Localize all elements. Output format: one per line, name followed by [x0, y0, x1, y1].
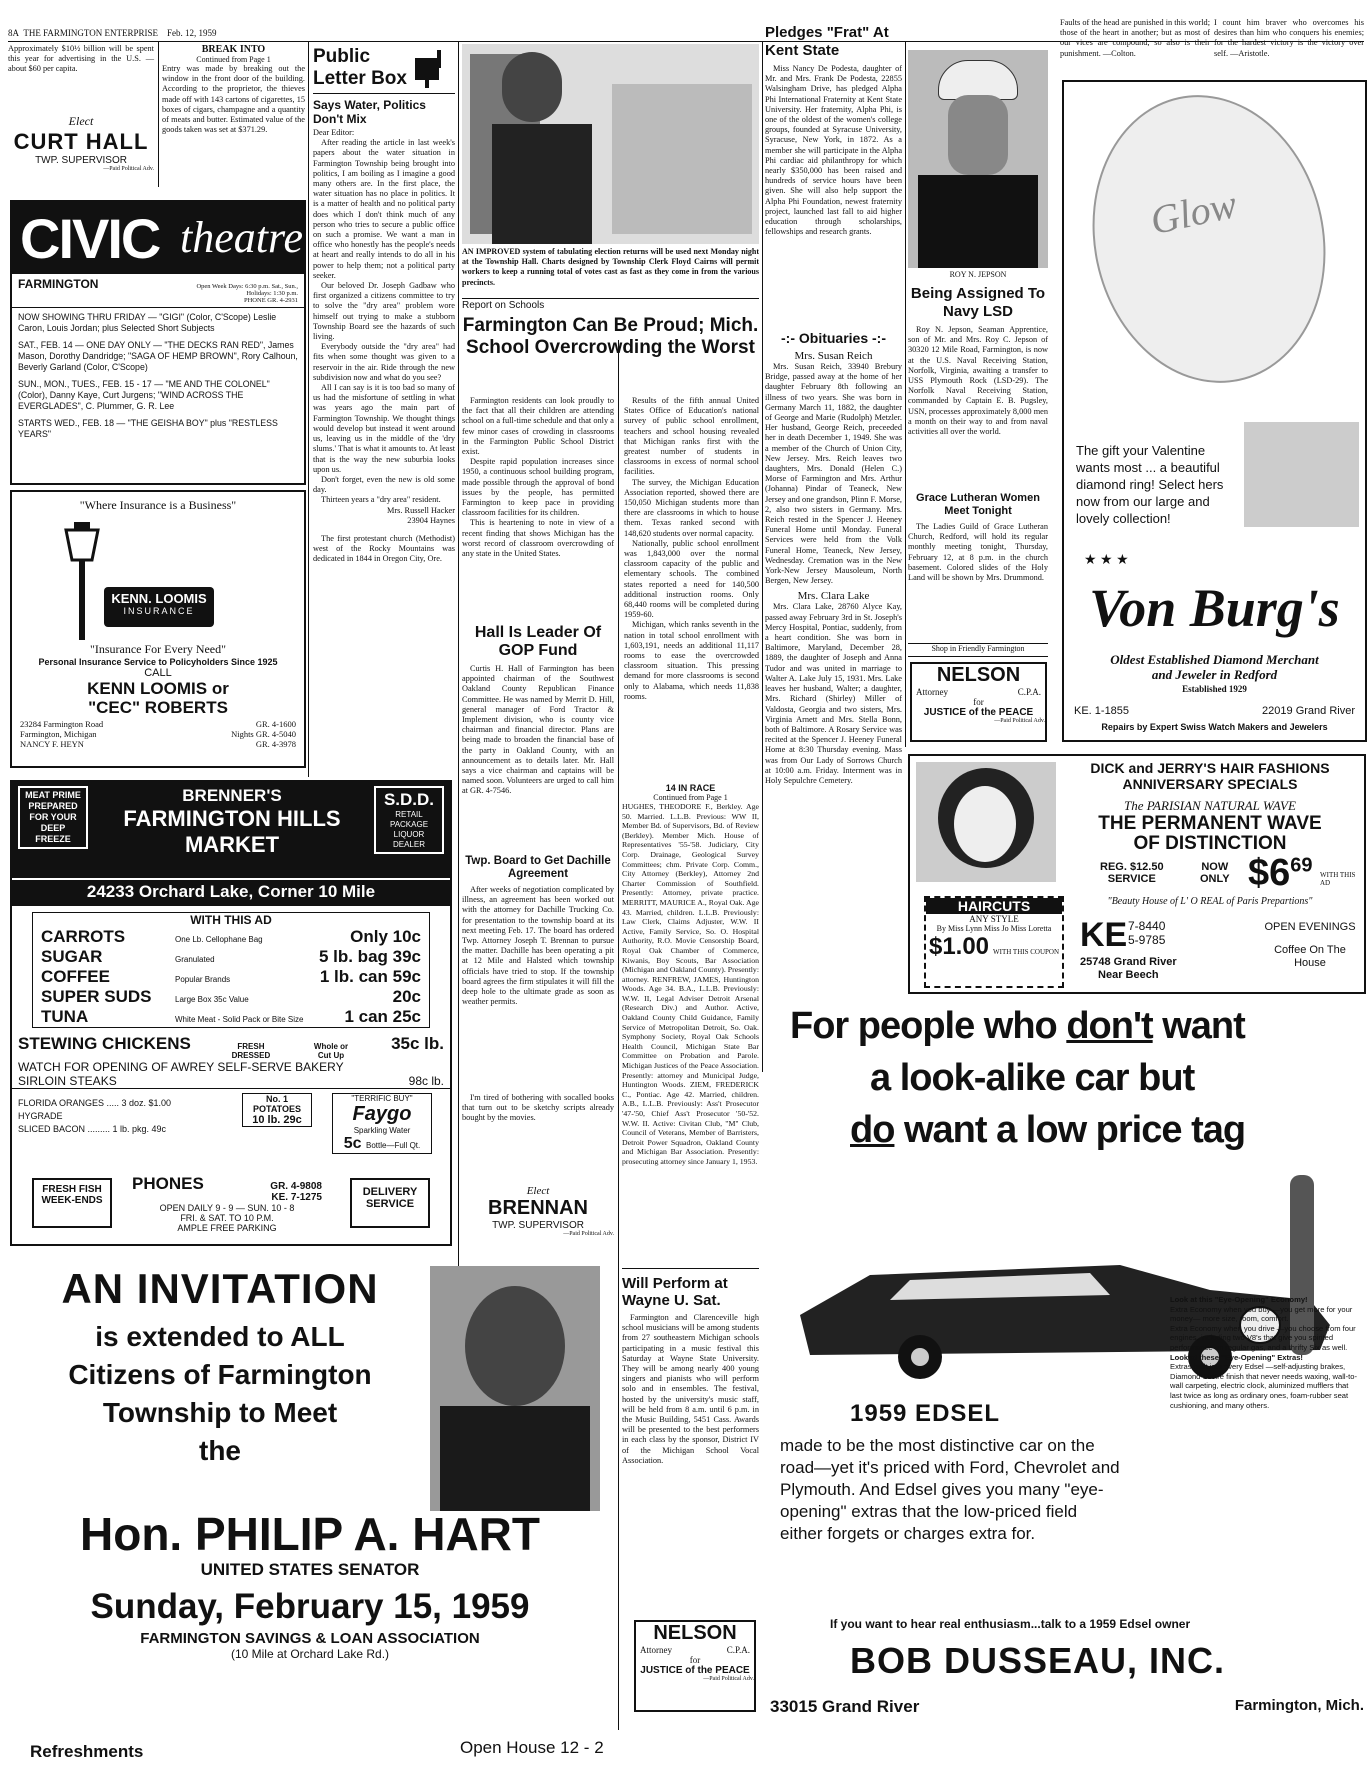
potatoes-grade: No. 1 — [265, 1094, 288, 1104]
continued-label: Continued from Page 1 — [653, 793, 728, 802]
headline-part: want a low price tag — [894, 1109, 1246, 1151]
photo-caption: ROY N. JEPSON — [949, 270, 1007, 279]
item-price: 5 lb. bag 39c — [318, 947, 421, 966]
store-line-2: and Jeweler in Redford — [1151, 667, 1278, 682]
fresh-label: FRESH DRESSED — [231, 1042, 271, 1060]
event-date: Sunday, February 15, 1959 — [90, 1587, 530, 1626]
race-body: HUGHES, THEODORE F., Berkley. Age 50. Married. L.L.B. Previous: WW II, Member Bd. of Supervisors, Bd. of Review (Berkley). Member Mich. House of Representatives '55-'58. Judiciary, City Corp. Drainage, Geological Survey Committees; chm. Private Corp. Comm., City Attorney (Berkley), Attorney 2nd Charter Commission of Southfield. Presently: Attorney, private practice. MERRITT, MAURICE A., Royal Oak. Age 43. Married, children. L.L.B. Previously: Law Clerk, Claims Adjuster, W.W. II Active, Family Service, So. O. Hospital Authority, R.O. Movie Censorship Board, Royal Oak Chamber of Commerce, Kiwanis, Boy Scouts, Bar Association (Michigan and Oakland County). Presently: attorney. RENFREW, JAMES, Huntington Woods. Age 34. B.A., L.L.B. Previously: W.W. II, Legal Adviser Detroit Arsenal (Research Div.) and Author. Active, Oakland County Child Guidance, Family Service of Metropolitan Detroit, So. Oak. Symphony Society, Royal Oak Schools Health Council, Michigan State Bar Committee on Probation and Parole. Michigan Justices of the Peace Association. Presently: attorney and Municipal Judge, Huntington Woods. ZIEM, FREDERICK C., Pontiac. Age 42. Married, children. A.B., L.L.B. Previously: Ass't Prosecutor '47-'50, Chief Ass't Prosecutor '50-'52. W.W. II. Active: Civitan Club, "M" Club, Council of Veterans, Member of Barristers, Detroit Power Squadron, Oakland County and Michigan Bar Association. Presently: prosecuting attorney since January 1, 1953. — [622, 802, 759, 1166]
invite-line-4: Township to Meet — [102, 1397, 338, 1428]
host-location: (10 Mile at Orchard Lake Rd.) — [230, 1647, 390, 1661]
curt-hall-ad — [8, 114, 154, 186]
market-phone: GR. 4-9808 — [270, 1181, 322, 1192]
school-story-col2 — [624, 396, 759, 781]
navy-headline: Being Assigned To Navy LSD — [910, 285, 1046, 320]
grace-headline: Grace Lutheran Women Meet Tonight — [916, 492, 1040, 517]
oranges-line: FLORIDA ORANGES ..... 3 doz. $1.00 — [18, 1098, 172, 1108]
salon-phone: 5-9785 — [1128, 933, 1166, 947]
story-paragraph: Farmington residents can look proudly to the fact that all their children are attending school on a full-time schedule and that only a few minor cases of crowding in classrooms in the Farmington Public School District exist. — [462, 396, 614, 457]
grace-story — [908, 492, 1048, 652]
market-item-row — [41, 927, 421, 947]
paid-adv: —Paid Political Adv. — [994, 718, 1045, 724]
hours-line: OPEN DAILY 9 - 9 — SUN. 10 - 8 — [159, 1203, 295, 1213]
bacon-line: SLICED BACON ......... 1 lb. pkg. 49c — [18, 1124, 167, 1134]
headline-emphasis: do — [850, 1109, 895, 1151]
honoree-name: Hon. PHILIP A. HART — [80, 1508, 540, 1560]
delivery-box: DELIVERY SERVICE — [350, 1178, 430, 1228]
letter-box — [313, 46, 455, 766]
story-paragraph: Nationally, public school enrollment was 1,843,000 over the normal classroom capacity of the public and elementary schools. The combined states reported a need for 140,500 additional instruction rooms. Only 68,440 rooms will be completed during 1959-60. — [624, 538, 759, 620]
quote-text: Faults of the head are punished in this world; those of the heart in another; but as most of our vices are compound, so also is their punishment. —Colton. — [1060, 18, 1210, 58]
market-banner — [12, 782, 450, 878]
perm-title-1: THE PERMANENT WAVE — [1098, 813, 1322, 834]
frat-headline: Pledges "Frat" At Kent State — [765, 24, 889, 59]
grace-body: The Ladies Guild of Grace Lutheran Church, Redford, will hold its regular monthly meeting tonight, Thursday, February 12, at 8 p.m. in the church basement. Colored slides of the Holy Land will be shown by Mrs. Drummond. — [908, 522, 1048, 583]
headline-part: For people who — [790, 1005, 1067, 1047]
mailbox-icon — [413, 48, 449, 88]
perm-title-2: OF DISTINCTION — [1133, 833, 1287, 854]
invite-line-2: is extended to ALL — [95, 1321, 345, 1352]
salutation: Dear Editor: — [313, 128, 355, 137]
wave-name: The PARISIAN NATURAL WAVE — [1124, 798, 1296, 813]
service-label: SERVICE — [1107, 873, 1156, 885]
item-price: 1 can 25c — [344, 1007, 421, 1026]
edsel-body: made to be the most distinctive car on the road—yet it's priced with Ford, Chevrolet and Plymouth. And Edsel gives you many "eye-opening" extras that the low-priced field either forgets or charges extra for. — [780, 1436, 1120, 1543]
hart-invitation-ad — [10, 1260, 610, 1785]
edsel-model: 1959 EDSEL — [850, 1400, 1001, 1427]
page-number: 8A — [8, 28, 19, 38]
listing: SUN., MON., TUES., FEB. 15 - 17 — "ME AND THE COLONEL" (Color), Danny Kaye, Curt Jurgens; "WIND ACROSS THE EVERGLADES", C. Plummer, G. R. Lee — [18, 379, 270, 411]
story-paragraph: Results of the fifth annual United States Office of Education's national survey of public school enrollment, teachers and school housing revealed that Michigan ranks first with the greatest number of students in classrooms in excess of normal school facilities. — [624, 396, 759, 477]
title-left: Attorney — [916, 687, 948, 697]
office-label: JUSTICE of the PEACE — [640, 1665, 750, 1676]
agent-name-1: KENN LOOMIS or — [87, 679, 229, 698]
shop-slogan: Shop in Friendly Farmington — [908, 643, 1048, 657]
extras-title: Look at this "Eye-Opening" Economy! — [1170, 1295, 1308, 1304]
call-label: CALL — [144, 667, 172, 679]
honoree-title: UNITED STATES SENATOR — [200, 1560, 420, 1579]
market-item-row — [41, 1007, 421, 1027]
item-desc: One Lb. Cellophane Bag — [175, 935, 263, 944]
letter-paragraph: All I can say is it is too bad so many of us had the misfortune of settling in what was years ago the main part of Farmington Township. We thought things would develop but instead it went around us, leaving us in the middle of the 'dry slums.' That is what it amounts to. At least that is the way the new suburbia looks upon us. — [313, 383, 455, 474]
store-address: 22019 Grand River — [1262, 705, 1355, 717]
with-ad: WITH THIS AD — [1320, 871, 1356, 887]
faygo-price: 5c — [343, 1135, 362, 1152]
office-label: JUSTICE of the PEACE — [923, 707, 1034, 718]
whole-label: Whole or Cut Up — [313, 1042, 349, 1060]
filler-text: I'm tired of bothering with socalled books that turn out to be sketchy scripts already bought by the movies. — [462, 1093, 614, 1123]
continued-label: Continued from Page 1 — [196, 55, 271, 64]
heart-ring-icon — [1066, 73, 1351, 404]
letter-paragraph: Don't forget, even the new is old some day. — [313, 474, 455, 495]
salon-phone: 7-8440 — [1128, 919, 1166, 933]
candidate-name: CURT HALL — [13, 129, 149, 154]
letter-paragraph: Everybody outside the "dry area" had fits when some thought was given to a reservoir in the air. Ride through the new subdivision now and what do you see? — [313, 342, 455, 382]
chickens-price: 35c lb. — [391, 1034, 444, 1053]
market-title-2: FARMINGTON HILLS — [123, 806, 341, 831]
paid-adv: —Paid Political Adv. — [103, 166, 154, 172]
obit-body: Mrs. Clara Lake, 28760 Alyce Kay, passed away February 3rd in St. Joseph's Mercy Hospital, Pontiac, suddenly, from a heart condition. She was born in Baltimore, Maryland, December 28, 1889, the daughter of Joseph and Anna Tudor and was united in marriage to Walter A. Lake July 15, 1931. Mrs. Lake leaves her husband, Walter; a daughter, Mrs. Richard (Shirley) Miller of Valdosta, Georgia and two sisters, Mrs. Virginia Arnett and Mrs. Stella Bonn, both of Baltimore. A Rosary Service was recited at the Spencer J. Heeney Funeral Home at 8:30 Thursday evening. Mass was from Our Lady of Sorrows Church at 10:00 a.m. Friday. Interment was in Holy Sepulchre Cemetery. — [765, 602, 902, 785]
phone-line: GR. 4-3978 — [255, 739, 296, 749]
candidate-name: NELSON — [936, 664, 1021, 686]
hours: Open Week Days: 6:30 p.m. Sat., Sun., Holidays: 1:30 p.m. — [196, 283, 298, 297]
dachille-headline: Twp. Board to Get Dachille Agreement — [465, 855, 611, 880]
sdd-label: S.D.D. — [383, 790, 435, 809]
item-price: 1 lb. can 59c — [319, 967, 421, 986]
books-filler — [462, 1093, 614, 1148]
phone-line: Nights GR. 4-5040 — [231, 729, 296, 739]
open-house-label: Open House 12 - 2 — [460, 1738, 604, 1757]
slogan: "Insurance For Every Need" — [89, 642, 227, 656]
navy-body: Roy N. Jepson, Seaman Apprentice, son of Mr. and Mrs. Roy C. Jepson of 30320 12 Mile Road, Farmington, is now at the U.S. Naval Receiving Station, Norfolk, Virginia, awaiting a transfer to USS Plymouth Rock (LSD-29). The Norfolk Naval Receiving Station, commanded by Captain E. B. Pugsley, USN, processes approximately 8,000 men a month on their way to and from naval activities all over the world. — [908, 325, 1048, 437]
sdd-sub: RETAIL PACKAGE LIQUOR DEALER — [389, 810, 429, 849]
phone-line: GR. 4-1600 — [255, 719, 296, 729]
open-evenings: OPEN EVENINGS — [1264, 921, 1356, 933]
market-item-row — [41, 967, 421, 987]
jepson-photo — [908, 50, 1048, 268]
sign-name: KENN. LOOMIS — [111, 591, 207, 606]
paper-name: THE FARMINGTON ENTERPRISE — [23, 28, 159, 38]
invite-line-3: Citizens of Farmington — [68, 1359, 372, 1390]
edsel-cta: If you want to hear real enthusiasm...talk to a 1959 Edsel owner — [830, 1617, 1191, 1631]
obituaries-header: -:- Obituaries -:- — [781, 330, 886, 346]
title-right: C.P.A. — [726, 1645, 750, 1655]
frat-body: Miss Nancy De Podesta, daughter of Mr. and Mrs. Frank De Podesta, 22855 Walsingham Drive, has pledged Alpha Phi International Fraternity at Kent State University. Her fraternity, Alpha Phi, is one of the oldest of the women's college groups, founded at Syracuse University, Syracuse, New York, in 1872. As a member she will participate in the Alpha Phi cardiac aid philanthropy for which nearly $350,000 has been raised and hundreds of service hours have been given. She will also help support the Alpha Phi Foundation, newest fraternity project, launched last fall to aid higher education through scholarships, fellowships and research grants. — [765, 64, 902, 237]
item-name: COFFEE — [41, 967, 110, 986]
edsel-headline-2: a look-alike car but — [870, 1057, 1195, 1099]
title-left: Attorney — [640, 1645, 672, 1655]
dachille-body: After weeks of negotiation complicated by illness, an agreement has been worked out with the attorney for Dachille Trucking Co. for presentation to the township board at its next meeting Feb. 17. The board has ordered Twp. Attorney Joseph T. Brennan to pursue the matter. Dachille has been operating a pit at 12 Mile and Halsted which township officials have tried to stop. If the township board agrees the firm stipulates it will fill the deep hole to the ultimate grade as soon as weather permits. — [462, 885, 614, 1007]
issue-date: Feb. 12, 1959 — [167, 28, 217, 38]
race-story — [622, 783, 759, 1166]
wayne-story — [622, 1275, 759, 1590]
letter-signature: Mrs. Russell Hacker — [387, 505, 455, 515]
address-line: 23284 Farmington Road — [20, 719, 104, 729]
faygo-sub: Sparkling Water — [353, 1126, 411, 1135]
letter-paragraph: After reading the article in last week's papers about the water situation in Farmington Township being brought into politics, I am boiling as I imagine a good many others are. In the first place, the water situation has no place in politics. It is a matter of health and no political party does which I don't think much of any person who tries to secure a public office on such a promise. We want a man in office who honestly has the people's needs at heart and really intends to do all in his power to help them; not a political party seeker. — [313, 138, 455, 280]
office-label: TWP. SUPERVISOR — [35, 155, 127, 166]
title-right: C.P.A. — [1017, 687, 1041, 697]
headline-emphasis: don't — [1066, 1005, 1153, 1047]
quote-text: I count him braver who overcomes his desires than him who conquers his enemies; for the hardest victory is the victory over self. —Aristotle. — [1214, 18, 1364, 58]
hygrade-label: HYGRADE — [18, 1111, 63, 1121]
price-cents: 69 — [1290, 854, 1313, 877]
race-title: 14 IN RACE — [665, 783, 716, 793]
for-label: for — [973, 697, 984, 707]
address-line: NANCY F. HEYN — [20, 739, 84, 749]
market-item-row — [41, 987, 421, 1007]
extras-item: Extra Economy when you buy —you get more for your money— more size, room, comfort. — [1170, 1304, 1353, 1324]
agent-name-2: "CEC" ROBERTS — [88, 698, 228, 717]
repairs-line: Repairs by Expert Swiss Watch Makers and Jewelers — [1101, 722, 1328, 732]
tagline: "Where Insurance is a Business" — [79, 498, 237, 512]
break-into-story — [162, 44, 305, 194]
extras-item: Extras built into every Edsel —self-adjusting brakes, Diamond-Lustre finish that never needs waxing, wall-to-wall carpeting, electric clock, aluminized mufflers that last twice as long as ordinary ones, foam-rubber seat cushioning, and many others. — [1170, 1362, 1357, 1410]
with-ad-label: WITH THIS AD — [190, 913, 272, 927]
listings — [12, 308, 304, 444]
ad-copy: The gift your Valentine wants most ... a beautiful diamond ring! Select hers now from our large and lovely collection! — [1076, 443, 1224, 526]
item-name: TUNA — [41, 1007, 89, 1026]
potatoes-label: POTATOES — [252, 1104, 301, 1114]
salon-name: DICK and JERRY'S HAIR FASHIONS — [1090, 760, 1330, 776]
obit-name: Mrs. Susan Reich — [794, 350, 873, 362]
host-name: FARMINGTON SAVINGS & LOAN ASSOCIATION — [140, 1630, 480, 1647]
edsel-ad — [770, 1005, 1366, 1785]
item-name: SUGAR — [41, 947, 103, 966]
store-phone: KE. 1-1855 — [1074, 705, 1130, 717]
masthead — [8, 28, 308, 40]
frat-story — [765, 24, 902, 334]
established: Established 1929 — [1182, 684, 1247, 694]
price-dollars: $6 — [1248, 852, 1291, 894]
market-title-1: BRENNER'S — [182, 786, 282, 805]
loomis-insurance-ad — [10, 490, 306, 768]
ad-spending-fact: Approximately $10½ billion will be spent this year for advertising in the U.S. — about $60 per capita. — [8, 44, 154, 74]
edsel-extras — [1170, 1295, 1360, 1410]
office-label: TWP. SUPERVISOR — [492, 1220, 584, 1231]
story-title: BREAK INTO — [201, 44, 266, 55]
faygo-tag: "TERRIFIC BUY" — [351, 1094, 413, 1103]
sign-label: INSURANCE — [123, 606, 195, 616]
obit-body: Mrs. Susan Reich, 33940 Brebury Bridge, passed away at the home of her daughter February 8th following an illness of two years. She was born in Germany March 11, 1882, the daughter of George and Marie (Rudolph) Metzler. Her husband, George Reich, preceeded her in death December 1, 1949. She was a member of the Church of Union City, New Jersey. Mrs. Reich leaves two daughters, Mrs. Donald (Helen C.) Morse of Farmington and Mrs. Arthur (Johanna) Pindar of Teaneck, New Jersey and one grandson, Plinn F. Morse, 2, also two sisters in Germany. Mrs. Reich rested in the Spencer J. Heeney Funeral Home until Monday. Funeral Services were held from the Volk Funeral Home, Teaneck, New Jersey, Wednesday. Cremation was in the New York-New Jersey Mausoleum, North Bergen, New Jersey. — [765, 362, 902, 586]
candidate-name: NELSON — [653, 1622, 737, 1644]
potatoes-price: 10 lb. 29c — [252, 1114, 302, 1126]
elect-label: Elect — [526, 1185, 550, 1197]
story-paragraph: Michigan, which ranks seventh in the nation in total school enrollment with 1,603,191, needs an additional 11,117 rooms to ease the overcrowded classroom situation. This pressing demand for more classrooms is second only to Alabama, which needs 11,838 rooms. — [624, 620, 759, 701]
salon-cross: Near Beech — [1098, 969, 1159, 981]
stars: ★ ★ ★ — [1084, 553, 1129, 568]
sale-price — [1248, 852, 1313, 895]
faygo-size: Bottle—Full Qt. — [366, 1141, 421, 1150]
coupon-stylists: By Miss Lynn Miss Jo Miss Loretta — [936, 924, 1052, 933]
listing: SAT., FEB. 14 — ONE DAY ONLY — "THE DECKS RAN RED", James Mason, Dorothy Dandridge; "SAGA OF HEMP BROWN", Rory Calhoun, Beverly Garland (Color, C'Scope) — [18, 340, 298, 372]
salon-special: ANNIVERSARY SPECIALS — [1122, 776, 1298, 792]
store-line-1: Oldest Established Diamond Merchant — [1110, 652, 1319, 667]
coupon-title: HAIRCUTS — [926, 898, 1062, 914]
now-label: NOW — [1201, 861, 1229, 873]
vonburgs-ad — [1062, 80, 1367, 742]
school-story-col1 — [462, 396, 614, 616]
edsel-headline-1 — [790, 1005, 1245, 1048]
extras-item: Extra Economy when you drive —you choose from four engines, including two V8's that give you spirited performance on regular gas, and a thrifty Six as well. — [1170, 1323, 1356, 1352]
coupon-sub: ANY STYLE — [969, 914, 1019, 924]
coupon-note: WITH THIS COUPON — [993, 948, 1060, 956]
model-photo — [916, 762, 1056, 882]
story-paragraph: Despite rapid population increases since 1950, a continuous school building program, made possible through the approval of bond issues by the people, has permitted Farmington to keep pace in providing classroom facilities for its children. — [462, 457, 614, 518]
listing: NOW SHOWING THRU FRIDAY — "GIGI" (Color, C'Scope) Leslie Caron, Louis Jordan; plus Selected Short Subjects — [18, 312, 277, 333]
dachille-story — [462, 855, 614, 1090]
item-price: Only 10c — [350, 927, 421, 946]
dealer-name: BOB DUSSEAU, INC. — [850, 1640, 1226, 1681]
letter-paragraph: Our beloved Dr. Joseph Gadbaw who first organized a citizens committee to try to solve the "dry area" problem wore himself out trying to make a stubborn Township Board see the hazards of such living. — [313, 281, 455, 342]
letter-address: 23904 Haynes — [407, 515, 455, 525]
haircut-coupon[interactable] — [924, 896, 1064, 988]
letterbox-title-2: Letter Box — [313, 68, 407, 89]
market-address: 24233 Orchard Lake, Corner 10 Mile — [12, 878, 450, 906]
for-label: for — [689, 1655, 701, 1665]
brennan-ad — [462, 1185, 614, 1261]
town-label: FARMINGTON — [18, 277, 99, 291]
wayne-body: Farmington and Clarenceville high school musicians will be among students from 27 southeastern Michigan schools participating in a music festival this Saturday at Wayne State University. They will be among nearly 400 young singers and pianists who will perform solo and in ensembles. The festival, hosted by the university's music staff, will be held from 8 a.m. until 6 p.m. in the Music Building, 5451 Cass. Awards will be presented to the best performers in each class by the sponsor, District IV of the Michigan School Vocal Association. — [622, 1313, 759, 1465]
coffee-line: Coffee On The House — [1274, 944, 1346, 969]
civic-theatre-ad — [10, 200, 306, 485]
beauty-line: "Beauty House of L' O REAL of Paris Prepartions" — [1107, 896, 1313, 907]
gop-headline: Hall Is Leader Of GOP Fund — [474, 624, 602, 659]
ring-word: Glow — [1146, 181, 1241, 244]
item-desc: White Meat - Solid Pack or Bite Size — [175, 1015, 304, 1024]
gop-body: Curtis H. Hall of Farmington has been appointed chairman of the Southwest Oakland County Republican Finance Committee. He was named by Merrit D. Hill, general manager of Ford Tractor & Implement division, who is county vice chairman and financial director. Plans are being made to broaden the financial base of the party in Oakland County, with an announcement as to details later. Mr. Hall says a vice chairman and captains will be named soon. Volunteers are urged to call him at GR. 4-7546. — [462, 664, 614, 796]
election-photo — [462, 44, 759, 244]
lamp-post-icon — [52, 520, 112, 640]
item-desc: Popular Brands — [175, 975, 231, 984]
paid-adv: —Paid Political Adv. — [563, 1231, 614, 1237]
chickens-label: STEWING CHICKENS — [18, 1034, 191, 1053]
civic-title: CIVIC — [20, 207, 160, 270]
dealer-address: 33015 Grand River — [770, 1697, 920, 1716]
wayne-headline: Will Perform at Wayne U. Sat. — [622, 1275, 728, 1309]
ring-photo — [1244, 422, 1359, 527]
phone: PHONE GR. 4-2931 — [244, 297, 298, 304]
nelson-ad-2 — [634, 1620, 756, 1712]
address-line: Farmington, Michigan — [20, 729, 97, 739]
hours-line: FRI. & SAT. TO 10 P.M. — [180, 1213, 274, 1223]
phones-label: PHONES — [132, 1174, 204, 1193]
church-fact: The first protestant church (Methodist) west of the Rocky Mountains was dedicated in 1844 in Oregon City, Ore. — [313, 533, 455, 564]
listing: STARTS WED., FEB. 18 — "THE GEISHA BOY" plus "RESTLESS YEARS" — [18, 418, 278, 439]
brenners-market-ad — [10, 780, 452, 1246]
sirloin-label: SIRLOIN STEAKS — [18, 1074, 117, 1088]
gop-fund-story — [462, 620, 614, 840]
story-body: Entry was made by breaking out the window in the front door of the building. According to the proprietor, the thieves made off with 143 cartons of cigarettes, 15 boxes of cigars, champagne and a quantity of meats and butter. Estimated value of the goods taken was set at $371.29. — [162, 64, 305, 135]
service-line: Personal Insurance Service to Policyholders Since 1925 — [38, 657, 278, 667]
paid-adv: —Paid Political Adv. — [703, 1676, 754, 1682]
quote-colton — [1060, 18, 1210, 78]
parking-line: AMPLE FREE PARKING — [177, 1223, 277, 1233]
civic-banner — [12, 202, 304, 274]
sirloin-price: 98c lb. — [408, 1074, 444, 1088]
extras-title-2: Look at these "Eye-Opening" Extras! — [1170, 1352, 1303, 1362]
market-title-3: MARKET — [184, 832, 280, 857]
item-name: SUPER SUDS — [41, 987, 152, 1006]
letter-headline: Says Water, Politics Don't Mix — [313, 98, 426, 126]
story-paragraph: This is heartening to note in view of a recent finding that shows Michigan has the worst record of classroom overcrowding of any state in the United States. — [462, 518, 614, 559]
headline-part: want — [1152, 1005, 1245, 1047]
item-price: 20c — [392, 987, 421, 1006]
store-name: Von Burg's — [1089, 578, 1340, 638]
bakery-notice: WATCH FOR OPENING OF AWREY SELF-SERVE BAKERY — [18, 1060, 344, 1074]
ke-exchange: KE — [1080, 916, 1128, 954]
hart-photo — [430, 1266, 600, 1511]
refreshments-label: Refreshments — [30, 1742, 144, 1761]
coupon-price: $1.00 — [928, 933, 990, 960]
school-headline: Farmington Can Be Proud; Mich. School Overcrowding the Worst — [462, 315, 759, 358]
market-phone: KE. 7-1275 — [271, 1192, 322, 1203]
market-item-row — [41, 947, 421, 967]
story-paragraph: The survey, the Michigan Education Association reported, showed there are 150,050 Michigan students more than there are classrooms in which to house them. Texas ranked second with 148,620 students over normal capacity. — [624, 477, 759, 538]
photo-caption — [462, 247, 759, 297]
quote-aristotle — [1214, 18, 1364, 78]
obit-name: Mrs. Clara Lake — [797, 590, 870, 603]
regular-price: REG. $12.50 — [1100, 861, 1164, 873]
fresh-fish-box: FRESH FISH WEEK-ENDS — [32, 1178, 112, 1228]
invite-line-5: the — [199, 1435, 241, 1466]
letter-paragraph: Thirteen years a "dry area" resident. — [321, 495, 441, 505]
hair-fashions-ad — [908, 754, 1366, 994]
theatre-script: theatre — [180, 213, 303, 262]
letterbox-title-1: Public — [313, 46, 371, 67]
candidate-name: BRENNAN — [488, 1197, 588, 1219]
salon-address: 25748 Grand River — [1080, 956, 1177, 968]
obituaries — [765, 330, 902, 1030]
meat-badge: MEAT PRIME PREPARED FOR YOUR DEEP FREEZE — [18, 786, 88, 849]
faygo-brand: Faygo — [352, 1103, 412, 1125]
school-headline-block — [462, 300, 759, 380]
nelson-ad-1 — [910, 662, 1047, 742]
only-label: ONLY — [1200, 873, 1230, 885]
item-desc: Granulated — [175, 955, 215, 964]
section-label: Report on Schools — [462, 300, 545, 311]
dealer-city: Farmington, Mich. — [1234, 1697, 1364, 1714]
elect-label: Elect — [68, 114, 94, 128]
item-desc: Large Box 35c Value — [175, 995, 249, 1004]
edsel-headline-3 — [850, 1109, 1245, 1152]
item-name: CARROTS — [41, 927, 126, 946]
invite-line-1: AN INVITATION — [61, 1265, 379, 1312]
navy-story — [908, 285, 1048, 490]
caption-text: AN IMPROVED system of tabulating election returns will be used next Monday night at the Township Hall. Charts designed by Township Clerk Floyd Cairns will permit workers to keep a running total of votes cast as fast as they come in from the various precincts. — [462, 247, 759, 287]
